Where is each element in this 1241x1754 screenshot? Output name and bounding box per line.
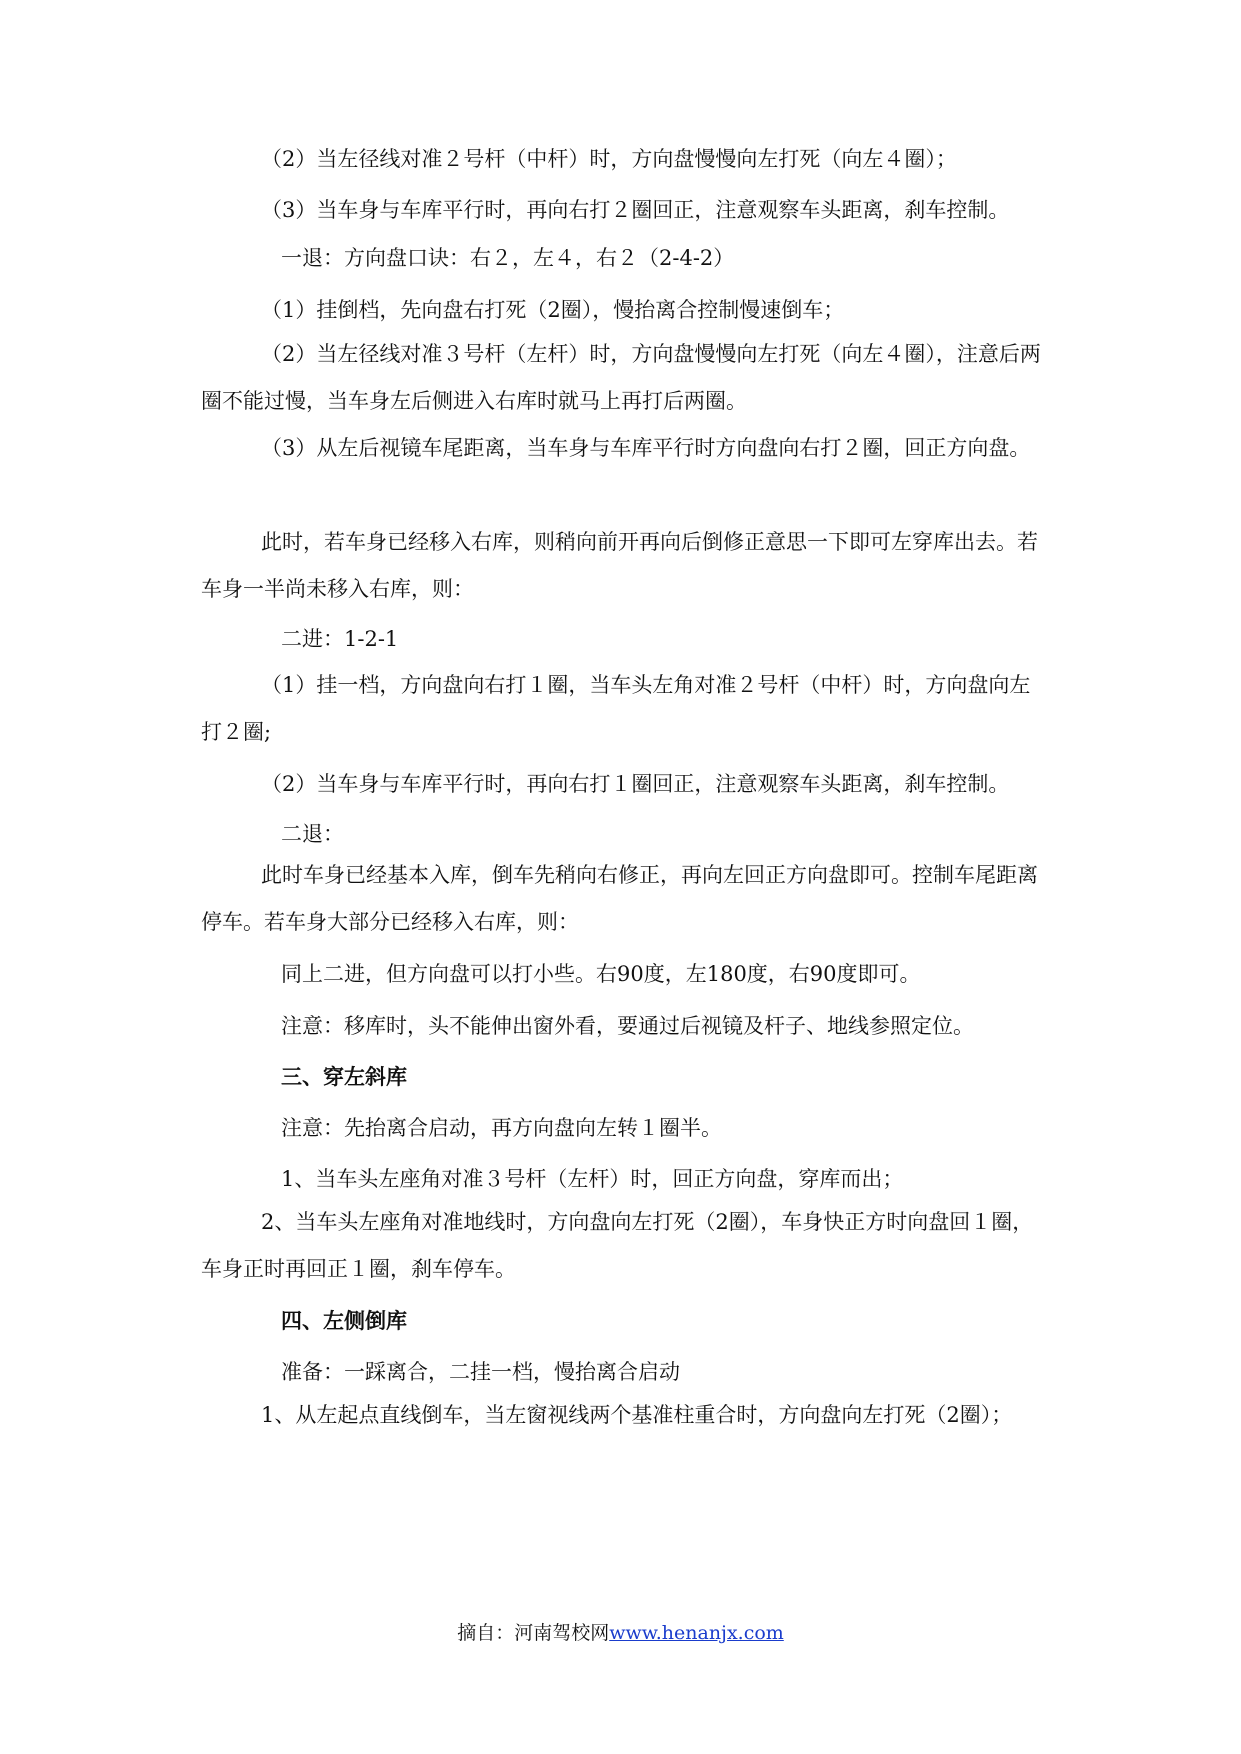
paragraph-13: 同上二进，但方向盘可以打小些。右90度，左180度，右90度即可。: [281, 962, 921, 986]
paragraph-18: 准备：一踩离合，二挂一档，慢抬离合启动: [281, 1360, 680, 1384]
paragraph-12: 此时车身已经基本入库，倒车先稍向右修正，再向左回正方向盘即可。控制车尾距离停车。若车身大部分已经移入右库，则：: [201, 863, 1038, 934]
paragraph-5: （2）当左径线对准３号杆（左杆）时，方向盘慢慢向左打死（向左４圈），注意后两圈不能过慢，当车身左后侧进入右库时就马上再打后两圈。: [201, 342, 1041, 413]
paragraph-8: 二进：1-2-1: [281, 627, 399, 651]
section-heading-3: 三、穿左斜库: [281, 1064, 407, 1089]
paragraph-3: 一退：方向盘口诀：右２，左４，右２（2-4-2）: [281, 246, 735, 270]
paragraph-1: （2）当左径线对准２号杆（中杆）时，方向盘慢慢向左打死（向左４圈）；: [261, 147, 957, 171]
paragraph-2: （3）当车身与车库平行时，再向右打２圈回正，注意观察车头距离，刹车控制。: [261, 198, 1010, 222]
paragraph-10: （2）当车身与车库平行时，再向右打１圈回正，注意观察车头距离，刹车控制。: [261, 772, 1010, 796]
footer-source: [0, 1620, 1241, 1646]
paragraph-4: （1）挂倒档，先向盘右打死（2圈），慢抬离合控制慢速倒车；: [261, 298, 845, 322]
paragraph-9: （1）挂一档，方向盘向右打１圈，当车头左角对准２号杆（中杆）时，方向盘向左打２圈;: [201, 673, 1031, 744]
paragraph-19: 1、从左起点直线倒车，当左窗视线两个基准柱重合时，方向盘向左打死（2圈）；: [261, 1403, 1013, 1427]
paragraph-11: 二退：: [281, 822, 344, 846]
paragraph-7: 此时，若车身已经移入右库，则稍向前开再向后倒修正意思一下即可左穿库出去。若车身一半尚未移入右库，则：: [201, 530, 1038, 601]
paragraph-14: 注意：移库时，头不能伸出窗外看，要通过后视镜及杆子、地线参照定位。: [281, 1014, 974, 1038]
section-heading-4: 四、左侧倒库: [281, 1308, 407, 1333]
footer-link[interactable]: www.henanjx.com: [609, 1622, 784, 1644]
paragraph-6: （3）从左后视镜车尾距离，当车身与车库平行时方向盘向右打２圈，回正方向盘。: [261, 436, 1031, 460]
paragraph-16: 1、当车头左座角对准３号杆（左杆）时，回正方向盘，穿库而出；: [281, 1167, 904, 1191]
paragraph-17: 2、当车头左座角对准地线时，方向盘向左打死（2圈），车身快正方时向盘回１圈，车身正时再回正１圈，刹车停车。: [201, 1210, 1034, 1281]
paragraph-15: 注意：先抬离合启动，再方向盘向左转１圈半。: [281, 1116, 722, 1140]
footer-prefix: 摘自：河南驾校网: [457, 1622, 610, 1644]
